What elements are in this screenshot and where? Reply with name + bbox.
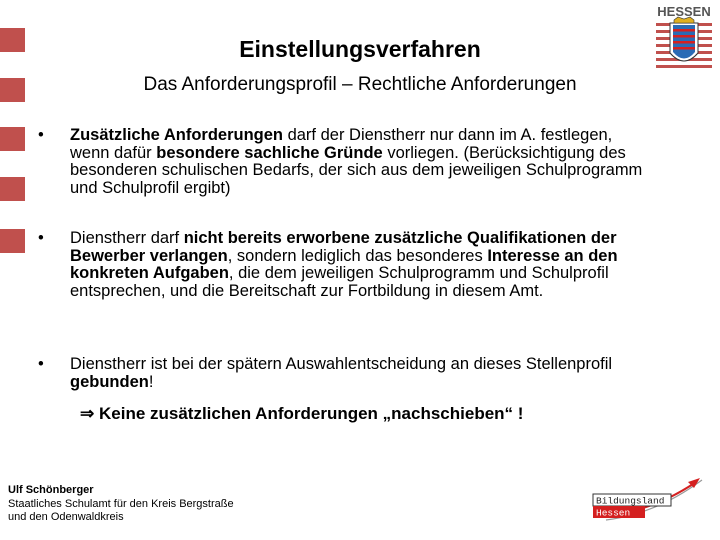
footer-name: Ulf Schönberger bbox=[8, 484, 94, 496]
text-segment: , die dem jeweiligen Schulprogramm und Schulprofil entsprechen, und die Bereitschaft zur Fortbildung in diesem Amt. bbox=[70, 264, 609, 300]
bullet-text bbox=[70, 356, 648, 391]
text-segment: , sondern lediglich das besonderes bbox=[227, 246, 488, 265]
side-decoration-bar bbox=[0, 177, 25, 201]
text-segment: ! bbox=[148, 372, 154, 391]
conclusion-line bbox=[80, 404, 523, 424]
footer-author bbox=[8, 484, 234, 525]
text-segment: darf der Dienstherr nur dann im A. festlegen, wenn dafür bbox=[70, 126, 613, 162]
slide-subtitle: Das Anforderungsprofil – Rechtliche Anforderungen bbox=[143, 74, 577, 95]
bold-text-segment: Zusätzliche Anforderungen bbox=[70, 126, 283, 144]
bullet-text bbox=[70, 127, 648, 197]
bullet-item bbox=[38, 356, 648, 391]
bildungsland-swoosh-icon bbox=[592, 472, 708, 532]
bold-text-segment: besondere sachliche Gründe bbox=[156, 143, 383, 162]
bold-text-segment: nicht bereits erworbene zusätzliche Qualifikationen der Bewerber verlangen bbox=[70, 229, 617, 265]
footer-office: Staatliches Schulamt für den Kreis Bergstraße bbox=[8, 497, 234, 510]
hessen-logo-text: HESSEN bbox=[657, 4, 711, 19]
text-segment: Dienstherr darf bbox=[70, 229, 184, 247]
bullet-symbol: • bbox=[38, 229, 44, 247]
bildungsland-text: Bildungsland bbox=[596, 495, 665, 507]
bold-text-segment: gebunden bbox=[70, 372, 149, 391]
conclusion-text: Keine zusätzlichen Anforderungen „nachschieben“ ! bbox=[98, 404, 524, 423]
side-decoration-bar bbox=[0, 229, 25, 253]
footer-district: und den Odenwaldkreis bbox=[8, 511, 124, 523]
bullet-text bbox=[70, 230, 648, 300]
bullet-item bbox=[38, 127, 648, 197]
slide-title: Einstellungsverfahren bbox=[239, 36, 481, 62]
hessen-small-text: Hessen bbox=[596, 507, 631, 519]
implies-arrow-icon: ⇒ bbox=[80, 404, 95, 423]
bold-text-segment: Interesse an den konkreten Aufgaben bbox=[70, 246, 618, 282]
side-decoration-bar bbox=[0, 127, 25, 151]
bullet-symbol: • bbox=[38, 126, 44, 144]
bildungsland-logo bbox=[592, 472, 708, 532]
text-segment: vorliegen. (Berücksichtigung des besonderen schulischen Bedarfs, der sich aus dem jeweiligen Schulprogramm und Schulprofil ergibt) bbox=[70, 143, 643, 197]
text-segment: Dienstherr ist bei der spätern Auswahlentscheidung an dieses Stellenprofil bbox=[70, 355, 613, 373]
bullet-symbol: • bbox=[38, 355, 44, 373]
bullet-item bbox=[38, 230, 648, 300]
